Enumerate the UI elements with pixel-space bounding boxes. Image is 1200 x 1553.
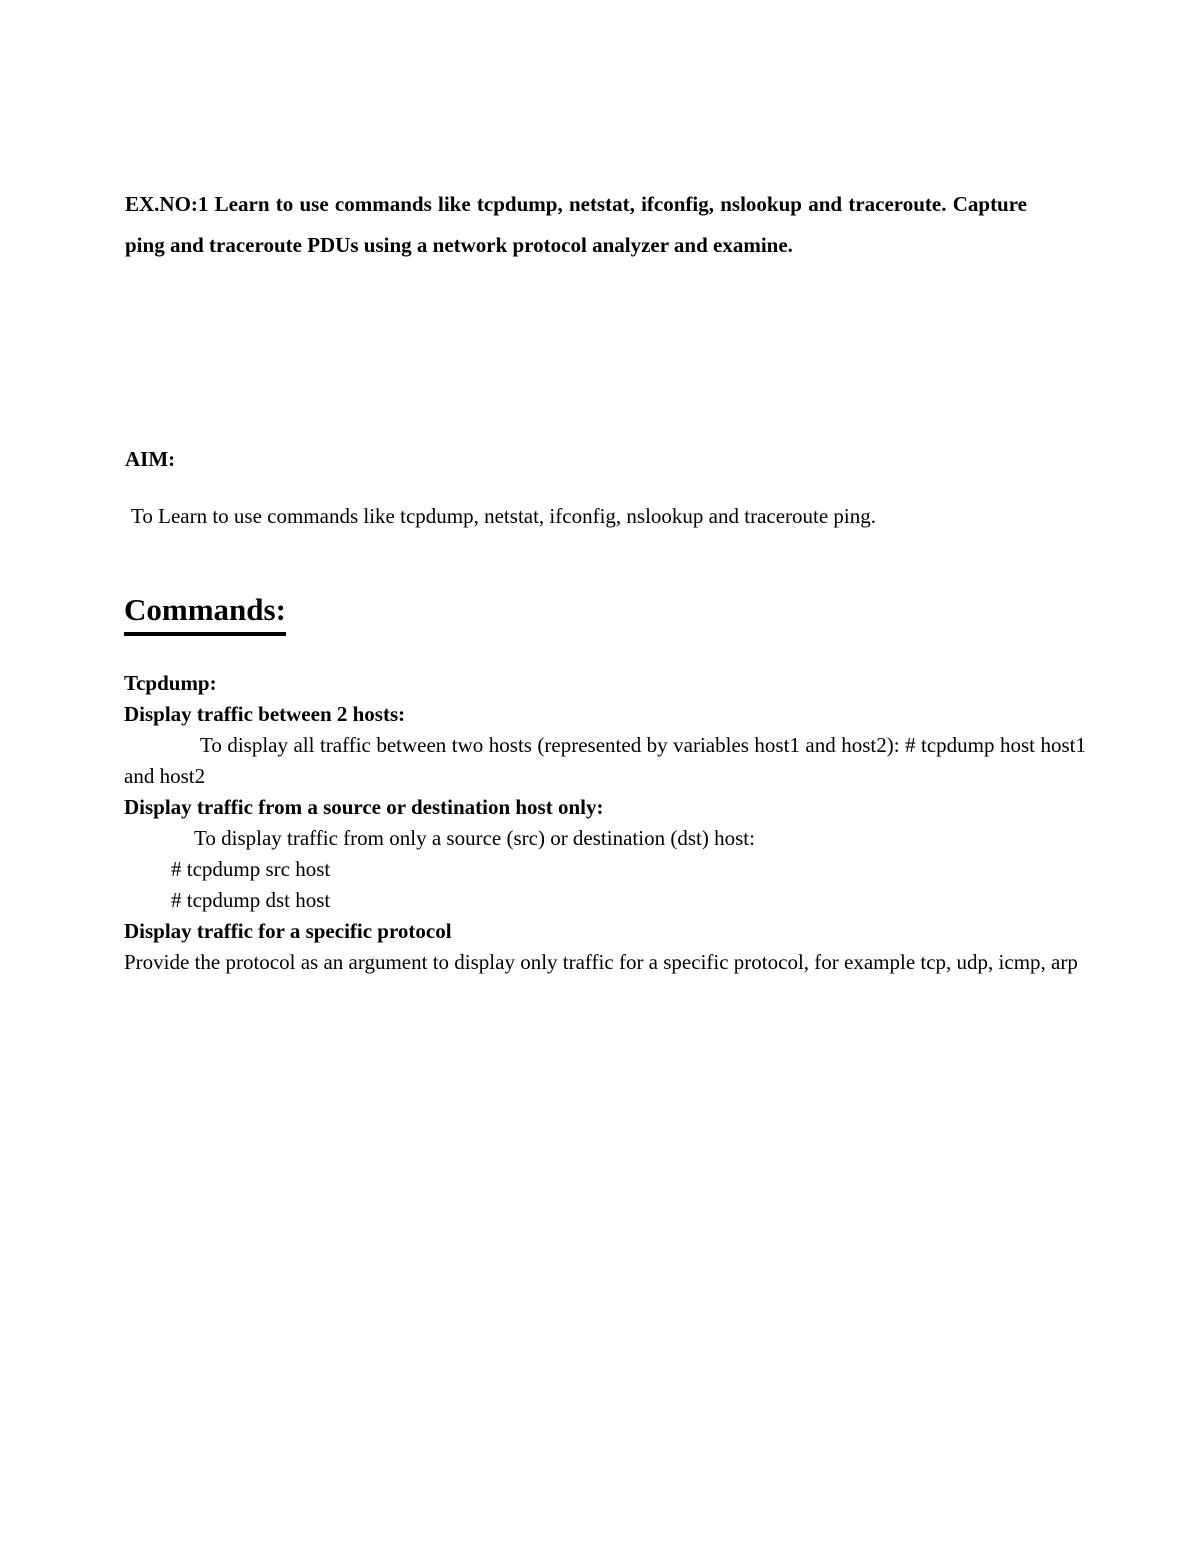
aim-text: To Learn to use commands like tcpdump, netstat, ifconfig, nslookup and traceroute ping. <box>131 504 877 528</box>
section-2-heading: Display traffic from a source or destination host only: <box>124 795 604 819</box>
section-2-command-1: # tcpdump src host <box>171 857 331 881</box>
section-3-heading: Display traffic for a specific protocol <box>124 919 452 943</box>
section-2-command-2: # tcpdump dst host <box>171 888 331 912</box>
section-2-text: To display traffic from only a source (src) or destination (dst) host: <box>194 826 755 850</box>
aim-heading: AIM: <box>125 447 176 471</box>
section-1-heading: Display traffic between 2 hosts: <box>124 702 406 726</box>
section-3-text: Provide the protocol as an argument to display only traffic for a specific protocol, for example tcp, udp, icmp, arp <box>124 950 1078 974</box>
tcpdump-section <box>124 668 1086 978</box>
tcpdump-heading: Tcpdump: <box>124 671 217 695</box>
commands-heading <box>124 590 286 636</box>
commands-heading-text: Commands: <box>124 590 286 636</box>
exercise-title: EX.NO:1 Learn to use commands like tcpdump, netstat, ifconfig, nslookup and traceroute. Capture ping and traceroute PDUs using a network protocol analyzer and examine. <box>125 192 1027 257</box>
section-1-text: To display all traffic between two hosts (represented by variables host1 and host2): # tcpdump host host1 and host2 <box>124 733 1086 788</box>
